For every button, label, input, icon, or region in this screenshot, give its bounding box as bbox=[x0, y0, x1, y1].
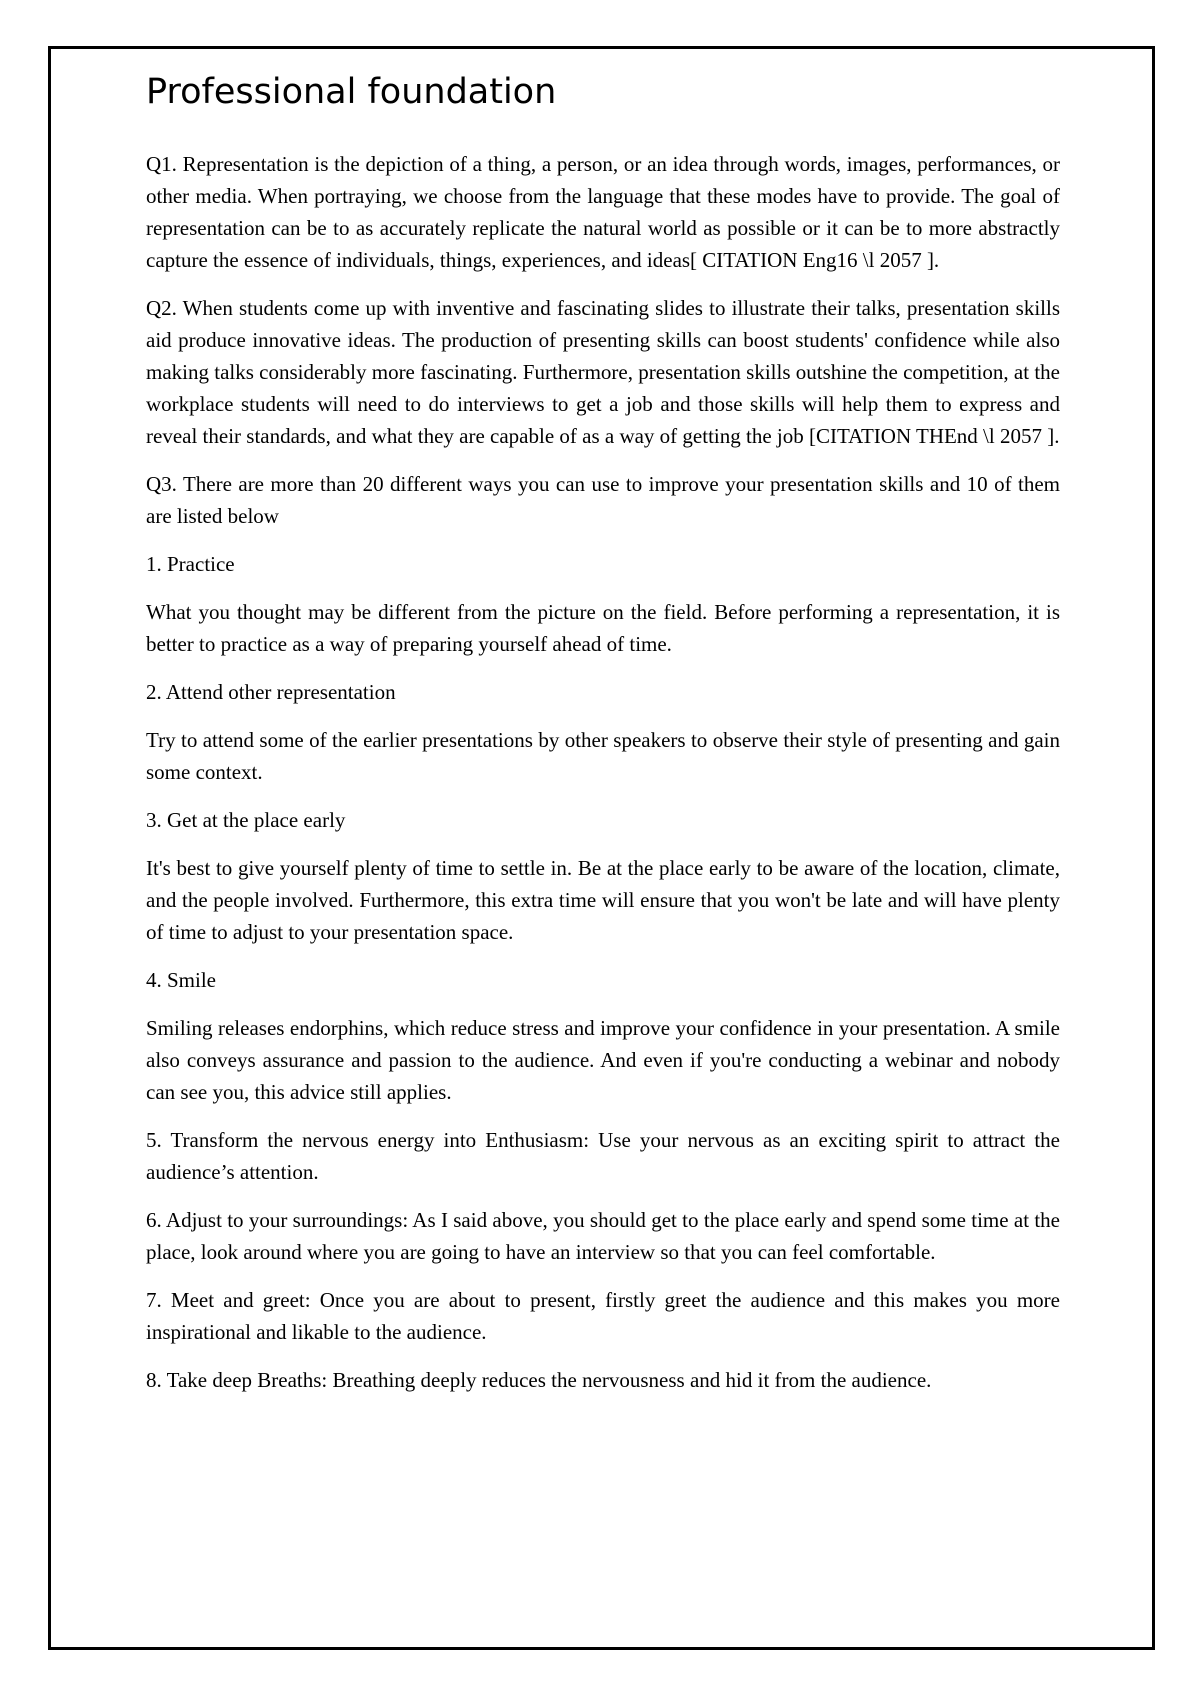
paragraph-attend: Try to attend some of the earlier presentations by other speakers to observe their style of presenting and gain some context. bbox=[146, 728, 1060, 784]
paragraph-early: It's best to give yourself plenty of time to settle in. Be at the place early to be aware of the location, climate, and the people involved. Furthermore, this extra time will ensure that you won't be late and will have plenty of time to adjust to your presentation space. bbox=[146, 856, 1060, 944]
list-heading-attend: 2. Attend other representation bbox=[146, 680, 396, 704]
paragraph-q3: Q3. There are more than 20 different ways you can use to improve your presentation skills and 10 of them are listed below bbox=[146, 472, 1060, 528]
paragraph-practice: What you thought may be different from the picture on the field. Before performing a representation, it is better to practice as a way of preparing yourself ahead of time. bbox=[146, 600, 1060, 656]
list-heading-early: 3. Get at the place early bbox=[146, 808, 346, 832]
list-item-surroundings: 6. Adjust to your surroundings: As I said above, you should get to the place early and spend some time at the place, look around where you are going to have an interview so that you can feel comfortable. bbox=[146, 1208, 1060, 1264]
list-item-breaths: 8. Take deep Breaths: Breathing deeply reduces the nervousness and hid it from the audience. bbox=[146, 1368, 932, 1392]
paragraph-smile: Smiling releases endorphins, which reduce stress and improve your confidence in your presentation. A smile also conveys assurance and passion to the audience. And even if you're conducting a webinar and nobody can see you, this advice still applies. bbox=[146, 1016, 1060, 1104]
page-title: Professional foundation bbox=[146, 72, 557, 112]
list-item-enthusiasm: 5. Transform the nervous energy into Enthusiasm: Use your nervous as an exciting spirit to attract the audience’s attention. bbox=[146, 1128, 1060, 1184]
paragraph-q1: Q1. Representation is the depiction of a thing, a person, or an idea through words, images, performances, or other media. When portraying, we choose from the language that these modes have to provide. The goal of representation can be to as accurately replicate the natural world as possible or it can be to more abstractly capture the essence of individuals, things, experiences, and ideas[ CITATION Eng16 \l 2057 ]. bbox=[146, 152, 1060, 272]
list-item-meet-greet: 7. Meet and greet: Once you are about to present, firstly greet the audience and this makes you more inspirational and likable to the audience. bbox=[146, 1288, 1060, 1344]
document-body bbox=[146, 66, 1060, 1412]
list-heading-practice: 1. Practice bbox=[146, 552, 235, 576]
paragraph-q2: Q2. When students come up with inventive and fascinating slides to illustrate their talks, presentation skills aid produce innovative ideas. The production of presenting skills can boost students' confidence while also making talks considerably more fascinating. Furthermore, presentation skills outshine the competition, at the workplace students will need to do interviews to get a job and those skills will help them to express and reveal their standards, and what they are capable of as a way of getting the job [CITATION THEnd \l 2057 ]. bbox=[146, 296, 1060, 448]
list-heading-smile: 4. Smile bbox=[146, 968, 217, 992]
